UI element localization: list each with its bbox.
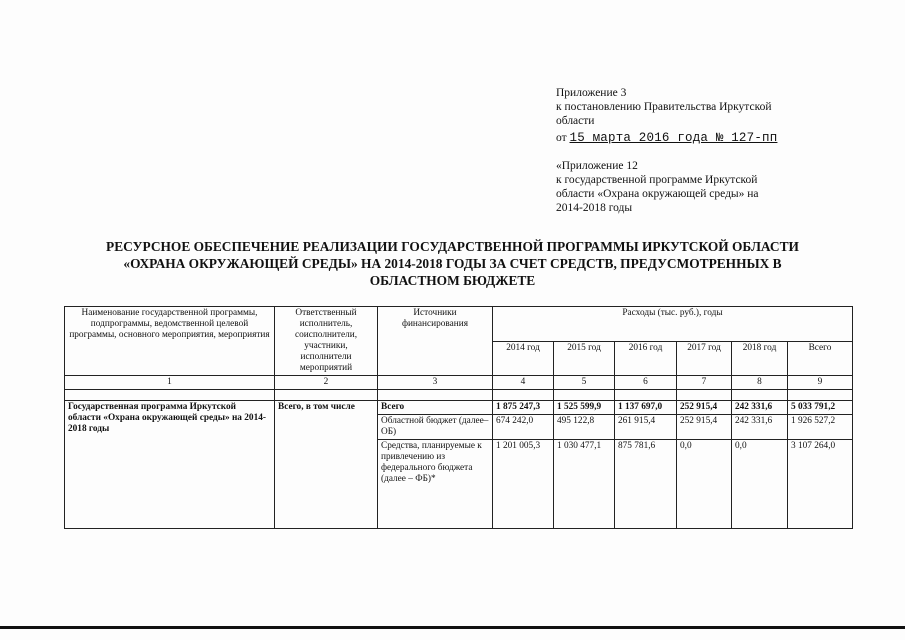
column-number-row bbox=[65, 376, 853, 390]
source-cell: Средства, планируемые к привлечению из федерального бюджета (далее – ФБ)* bbox=[378, 440, 493, 529]
header-row-1 bbox=[65, 307, 853, 342]
order-date-number: 15 марта 2016 года № 127-пп bbox=[569, 131, 778, 145]
order-prefix: от bbox=[556, 132, 567, 144]
value-cell: 252 915,4 bbox=[677, 401, 732, 415]
value-cell: 0,0 bbox=[677, 440, 732, 529]
spacer-row bbox=[65, 390, 853, 401]
header-name: Наименование государственной программы, подпрограммы, ведомственной целевой программы, основного мероприятия, мероприятия bbox=[65, 307, 275, 376]
value-cell: 674 242,0 bbox=[493, 415, 554, 440]
appendix-header bbox=[556, 86, 816, 145]
source-cell: Всего bbox=[378, 401, 493, 415]
column-number: 4 bbox=[493, 376, 554, 390]
header-year: 2016 год bbox=[615, 341, 677, 376]
value-cell: 1 525 599,9 bbox=[554, 401, 615, 415]
appendix12-line-3: области «Охрана окружающей среды» на bbox=[556, 188, 759, 200]
column-number: 8 bbox=[732, 376, 788, 390]
value-cell: 1 137 697,0 bbox=[615, 401, 677, 415]
appendix-line-3: области bbox=[556, 115, 595, 127]
column-number: 9 bbox=[788, 376, 853, 390]
header-year: 2015 год bbox=[554, 341, 615, 376]
header-total: Всего bbox=[788, 341, 853, 376]
value-cell: 875 781,6 bbox=[615, 440, 677, 529]
value-cell: 1 030 477,1 bbox=[554, 440, 615, 529]
appendix12-line-1: «Приложение 12 bbox=[556, 160, 638, 172]
column-number: 6 bbox=[615, 376, 677, 390]
appendix12-line-4: 2014-2018 годы bbox=[556, 202, 633, 214]
header-year: 2018 год bbox=[732, 341, 788, 376]
page-bottom-rule bbox=[0, 626, 905, 629]
program-executor: Всего, в том числе bbox=[275, 401, 378, 529]
value-cell: 252 915,4 bbox=[677, 415, 732, 440]
column-number: 3 bbox=[378, 376, 493, 390]
column-number: 1 bbox=[65, 376, 275, 390]
value-cell: 242 331,6 bbox=[732, 401, 788, 415]
title-line-2: «ОХРАНА ОКРУЖАЮЩЕЙ СРЕДЫ» НА 2014-2018 ГОДЫ ЗА СЧЕТ СРЕДСТВ, ПРЕДУСМОТРЕННЫХ В bbox=[123, 256, 782, 271]
header-expenses: Расходы (тыс. руб.), годы bbox=[493, 307, 853, 342]
header-source: Источники финансирования bbox=[378, 307, 493, 376]
column-number: 7 bbox=[677, 376, 732, 390]
value-cell: 261 915,4 bbox=[615, 415, 677, 440]
header-year: 2014 год bbox=[493, 341, 554, 376]
title-line-1: РЕСУРСНОЕ ОБЕСПЕЧЕНИЕ РЕАЛИЗАЦИИ ГОСУДАРСТВЕННОЙ ПРОГРАММЫ ИРКУТСКОЙ ОБЛАСТИ bbox=[106, 239, 799, 254]
title-line-3: ОБЛАСТНОМ БЮДЖЕТЕ bbox=[369, 273, 536, 288]
value-cell: 495 122,8 bbox=[554, 415, 615, 440]
order-reference bbox=[556, 131, 816, 145]
column-number: 5 bbox=[554, 376, 615, 390]
budget-table bbox=[64, 306, 853, 529]
value-cell: 242 331,6 bbox=[732, 415, 788, 440]
appendix12-header bbox=[556, 159, 816, 215]
appendix-line-1: Приложение 3 bbox=[556, 87, 627, 99]
value-cell: 5 033 791,2 bbox=[788, 401, 853, 415]
appendix-line-2: к постановлению Правительства Иркутской bbox=[556, 101, 772, 113]
column-number: 2 bbox=[275, 376, 378, 390]
value-cell: 1 201 005,3 bbox=[493, 440, 554, 529]
value-cell: 1 875 247,3 bbox=[493, 401, 554, 415]
source-cell: Областной бюджет (далее–ОБ) bbox=[378, 415, 493, 440]
program-name: Государственная программа Иркутской области «Охрана окружающей среды» на 2014-2018 годы bbox=[65, 401, 275, 529]
value-cell: 0,0 bbox=[732, 440, 788, 529]
document-title bbox=[60, 238, 845, 289]
value-cell: 1 926 527,2 bbox=[788, 415, 853, 440]
header-executor: Ответственный исполнитель, соисполнители, участники, исполнители мероприятий bbox=[275, 307, 378, 376]
table-row-total bbox=[65, 401, 853, 415]
header-year: 2017 год bbox=[677, 341, 732, 376]
appendix12-line-2: к государственной программе Иркутской bbox=[556, 174, 758, 186]
value-cell: 3 107 264,0 bbox=[788, 440, 853, 529]
